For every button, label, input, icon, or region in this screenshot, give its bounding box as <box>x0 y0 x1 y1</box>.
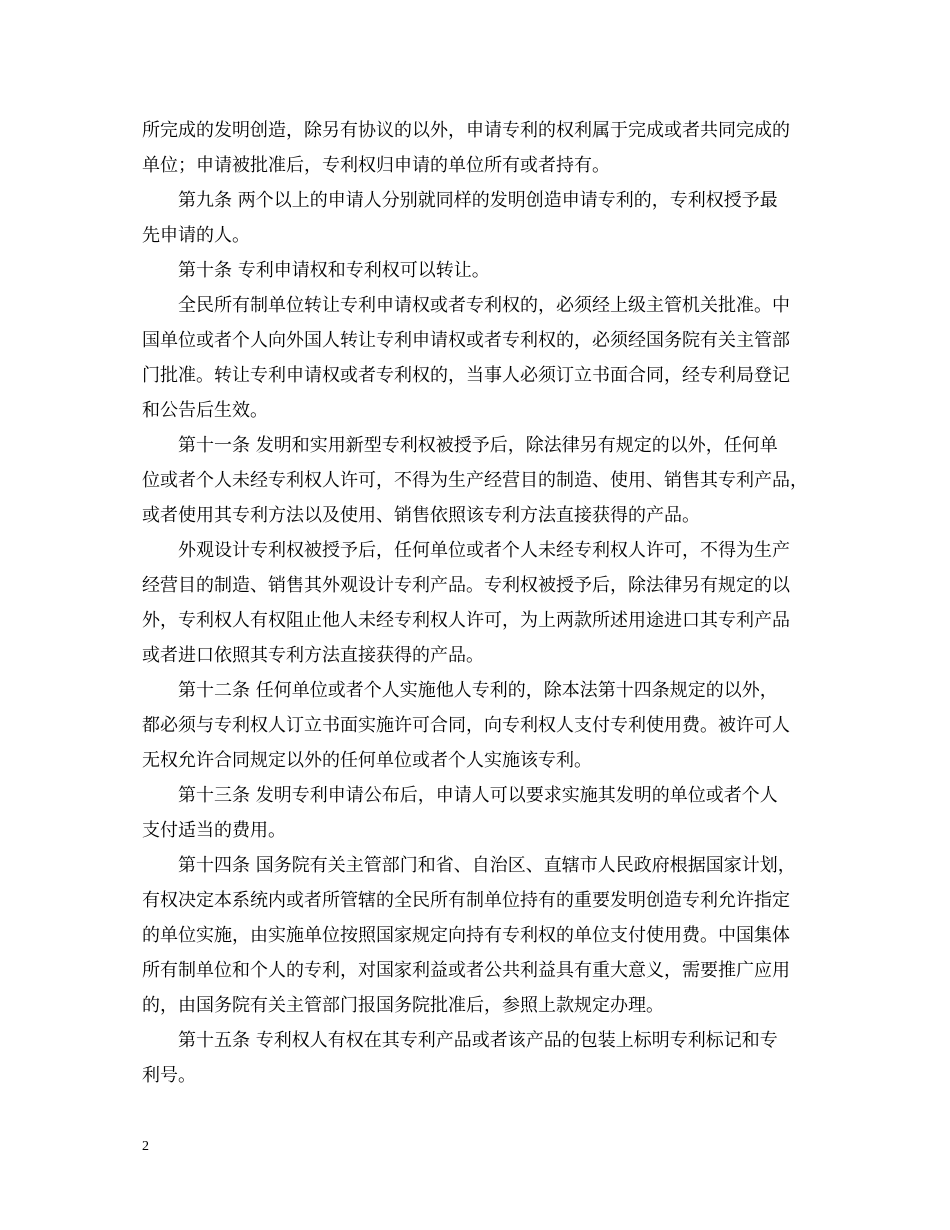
text-line: 单位；申请被批准后，专利权归申请的单位所有或者持有。 <box>142 155 610 176</box>
text-line: 无权允许合同规定以外的任何单位或者个人实施该专利。 <box>142 750 592 771</box>
text-line: 和公告后生效。 <box>142 400 268 421</box>
text-line: 或者使用其专利方法以及使用、销售依照该专利方法直接获得的产品。 <box>142 505 700 526</box>
text-line: 门批准。转让专利申请权或者专利权的，当事人必须订立书面合同，经专利局登记 <box>142 365 790 386</box>
text-line: 第十一条 发明和实用新型专利权被授予后，除法律另有规定的以外，任何单 <box>178 435 778 456</box>
text-line: 全民所有制单位转让专利申请权或者专利权的，必须经上级主管机关批准。中 <box>178 295 790 316</box>
text-line: 外观设计专利权被授予后，任何单位或者个人未经专利权人许可，不得为生产 <box>178 540 790 561</box>
text-line: 位或者个人未经专利权人许可，不得为生产经营目的制造、使用、销售其专利产品， <box>142 470 808 491</box>
text-line: 第十条 专利申请权和专利权可以转让。 <box>178 260 490 281</box>
text-line: 第十五条 专利权人有权在其专利产品或者该产品的包装上标明专利标记和专 <box>178 1030 778 1051</box>
page-number: 2 <box>142 1139 149 1154</box>
text-line: 都必须与专利权人订立书面实施许可合同，向专利权人支付专利使用费。被许可人 <box>142 715 790 736</box>
text-line: 外，专利权人有权阻止他人未经专利权人许可，为上两款所述用途进口其专利产品 <box>142 610 790 631</box>
text-line: 的，由国务院有关主管部门报国务院批准后，参照上款规定办理。 <box>142 995 664 1016</box>
text-line: 第九条 两个以上的申请人分别就同样的发明创造申请专利的，专利权授予最 <box>178 190 778 211</box>
text-line: 或者进口依照其专利方法直接获得的产品。 <box>142 645 484 666</box>
text-line: 所有制单位和个人的专利，对国家利益或者公共利益具有重大意义，需要推广应用 <box>142 960 790 981</box>
text-line: 国单位或者个人向外国人转让专利申请权或者专利权的，必须经国务院有关主管部 <box>142 330 790 351</box>
text-line: 有权决定本系统内或者所管辖的全民所有制单位持有的重要发明创造专利允许指定 <box>142 890 790 911</box>
text-line: 所完成的发明创造，除另有协议的以外，申请专利的权利属于完成或者共同完成的 <box>142 120 790 141</box>
text-line: 支付适当的费用。 <box>142 820 286 841</box>
document-body <box>142 113 818 1093</box>
text-line: 经营目的制造、销售其外观设计专利产品。专利权被授予后，除法律另有规定的以 <box>142 575 790 596</box>
text-line: 先申请的人。 <box>142 225 250 246</box>
text-line: 第十四条 国务院有关主管部门和省、自治区、直辖市人民政府根据国家计划， <box>178 855 796 876</box>
text-line: 利号。 <box>142 1065 196 1086</box>
text-line: 的单位实施，由实施单位按照国家规定向持有专利权的单位支付使用费。中国集体 <box>142 925 790 946</box>
text-line: 第十三条 发明专利申请公布后，申请人可以要求实施其发明的单位或者个人 <box>178 785 778 806</box>
text-line: 第十二条 任何单位或者个人实施他人专利的，除本法第十四条规定的以外， <box>178 680 778 701</box>
